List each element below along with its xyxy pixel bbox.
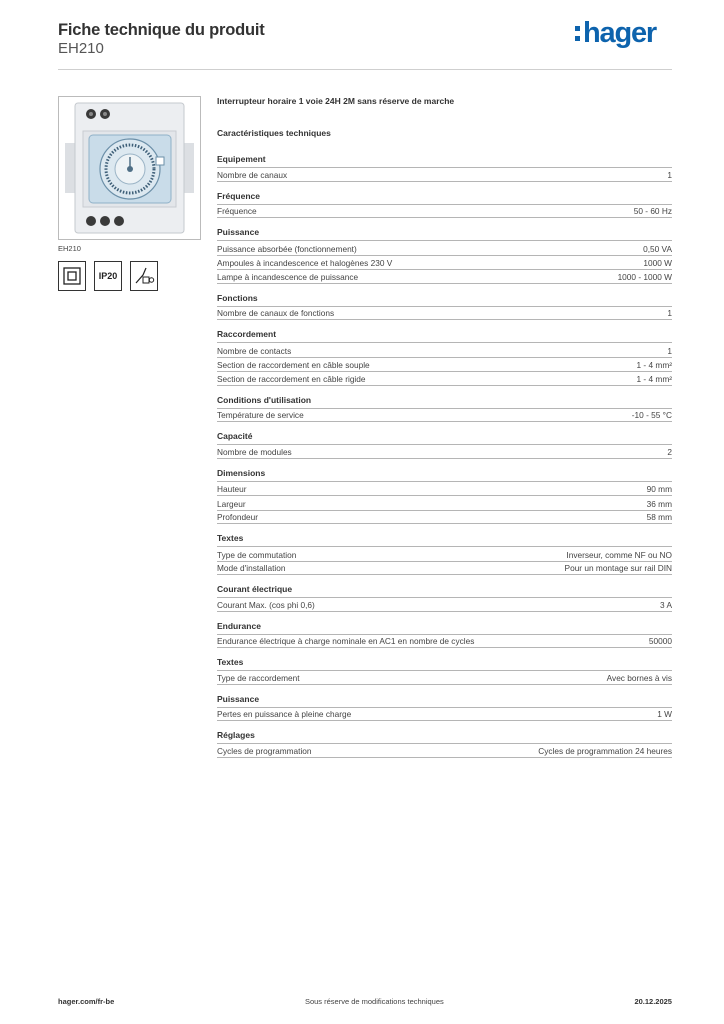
spec-rows [217,481,672,525]
spec-group [217,468,672,525]
spec-group [217,154,672,182]
spec-group-title: Textes [217,533,244,543]
spec-label: Puissance absorbée (fonctionnement) [217,243,357,254]
class-ii-icon [58,261,86,291]
spec-value: 50 - 60 Hz [633,206,672,216]
spec-label: Type de raccordement [217,672,300,683]
spec-value: Pour un montage sur rail DIN [564,563,672,573]
spec-group [217,621,672,649]
spec-value: 36 mm [646,498,672,509]
footer-website: hager.com/fr-be [58,997,115,1006]
spec-value: 58 mm [646,512,672,522]
spec-rows [217,204,672,219]
spec-rows [217,306,672,321]
spec-group-title: Puissance [217,227,260,237]
spec-label: Fréquence [217,206,257,216]
hager-logo [575,17,656,50]
spec-value: 1 W [657,709,672,719]
spec-row [217,743,672,758]
spec-row [217,357,672,372]
spec-row [217,240,672,255]
spec-value: 50000 [648,636,672,646]
spec-value: 1 - 4 mm² [636,360,672,370]
spec-group-title: Fonctions [217,292,258,303]
ip20-badge: IP20 [94,261,122,291]
spec-group-title: Fréquence [217,190,260,201]
installation-icon [130,261,158,291]
specs-heading: Caractéristiques techniques [217,128,331,138]
spec-row [217,510,672,525]
spec-row [217,670,672,685]
spec-row [217,597,672,612]
spec-value: 1000 W [643,258,672,268]
spec-row [217,167,672,182]
spec-value: 1 [667,169,672,180]
spec-label: Nombre de contacts [217,345,292,356]
spec-row [217,444,672,459]
spec-label: Largeur [217,498,246,509]
spec-label: Température de service [217,410,304,420]
page-footer [58,997,672,1006]
spec-group [217,395,672,423]
spec-rows [217,707,672,722]
spec-value: Avec bornes à vis [606,672,672,683]
product-reference: EH210 [58,40,104,57]
spec-label: Ampoules à incandescence et halogènes 230 V [217,258,393,268]
product-image-caption: EH210 [58,244,81,253]
spec-group [217,533,672,575]
certification-icons [58,261,158,291]
spec-label: Cycles de programmation [217,745,312,756]
spec-row [217,561,672,576]
spec-row [217,707,672,722]
spec-rows [217,342,672,386]
spec-rows [217,408,672,423]
spec-rows [217,240,672,284]
spec-value: Inverseur, comme NF ou NO [566,549,672,560]
spec-rows [217,670,672,685]
spec-group-title: Capacité [217,431,253,441]
spec-label: Courant Max. (cos phi 0,6) [217,599,315,610]
spec-row [217,269,672,284]
spec-value: Cycles de programmation 24 heures [538,745,672,756]
spec-group [217,293,672,321]
time-switch-illustration [59,97,200,239]
spec-group [217,584,672,612]
spec-row [217,342,672,357]
spec-label: Type de commutation [217,549,297,560]
spec-group [217,431,672,459]
spec-label: Nombre de modules [217,446,292,457]
spec-value: 1 [667,308,672,318]
spec-group-title: Puissance [217,693,260,704]
spec-row [217,408,672,423]
spec-group [217,694,672,722]
footer-date: 20.12.2025 [634,997,672,1006]
spec-group [217,329,672,386]
spec-rows [217,546,672,575]
spec-row [217,255,672,270]
spec-rows [217,743,672,758]
logo-dots-icon [575,26,580,41]
spec-value: 1000 - 1000 W [617,271,672,282]
spec-row [217,495,672,510]
spec-group-title: Textes [217,657,244,667]
spec-label: Endurance électrique à charge nominale en AC1 en nombre de cycles [217,636,475,646]
spec-label: Mode d'installation [217,563,286,573]
product-specifications [217,96,672,767]
spec-group [217,730,672,758]
spec-label: Pertes en puissance à pleine charge [217,709,352,719]
product-image [58,96,201,240]
spec-value: 1 - 4 mm² [636,373,672,384]
spec-row [217,546,672,561]
spec-rows [217,597,672,612]
spec-group-title: Raccordement [217,329,277,339]
spec-group-title: Réglages [217,730,255,740]
spec-group-title: Endurance [217,620,261,631]
spec-row [217,634,672,649]
spec-value: 0,50 VA [643,243,672,254]
spec-row [217,204,672,219]
spec-label: Lampe à incandescence de puissance [217,271,359,282]
footer-notice: Sous réserve de modifications techniques [304,997,444,1006]
spec-group-title: Courant électrique [217,584,293,594]
spec-group-title: Equipement [217,154,266,164]
spec-rows [217,167,672,182]
spec-group [217,657,672,685]
spec-label: Nombre de canaux de fonctions [217,308,335,318]
spec-label: Nombre de canaux [217,169,288,180]
spec-group [217,191,672,219]
spec-group [217,227,672,284]
spec-label: Profondeur [217,512,259,522]
spec-row [217,481,672,496]
product-description: Interrupteur horaire 1 voie 24H 2M sans réserve de marche [217,96,455,106]
spec-rows [217,444,672,459]
page-header [58,17,672,70]
spec-row [217,306,672,321]
spec-value: -10 - 55 °C [631,410,672,420]
spec-row [217,371,672,386]
page-title: Fiche technique du produit [58,21,265,39]
spec-value: 2 [667,446,672,457]
spec-value: 3 A [660,599,672,610]
spec-value: 90 mm [646,484,672,494]
spec-value: 1 [667,345,672,356]
spec-rows [217,634,672,649]
spec-group-title: Conditions d'utilisation [217,394,312,405]
logo-text: hager [583,17,656,49]
spec-label: Section de raccordement en câble souple [217,360,370,370]
spec-group-title: Dimensions [217,467,266,478]
spec-label: Section de raccordement en câble rigide [217,373,366,384]
spec-label: Hauteur [217,484,247,494]
spec-groups [217,154,672,758]
